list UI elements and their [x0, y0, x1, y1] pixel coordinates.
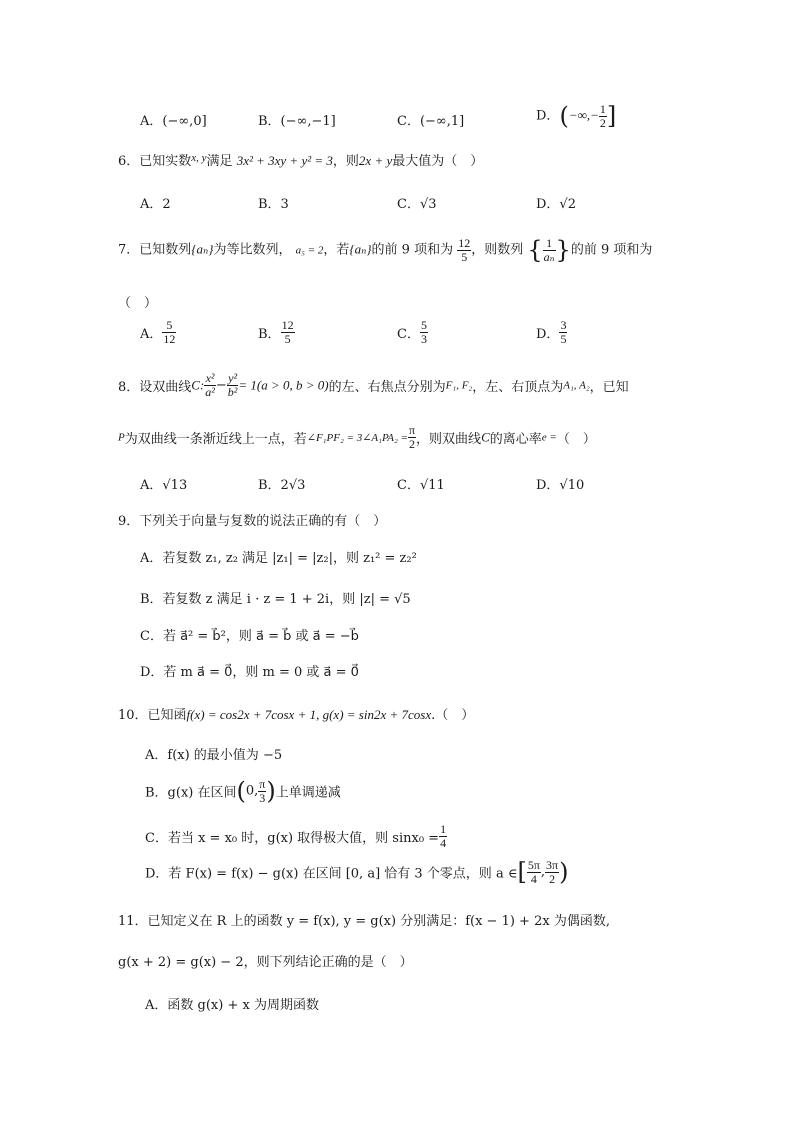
q6-option-a: A．2: [140, 197, 171, 212]
q11-stem-line2: g(x + 2) = g(x) − 2，则下列结论正确的是（ ）: [118, 955, 413, 970]
q10-option-c: C．若当 x = x₀ 时，g(x) 取得极大值，则 sinx₀ = $\frac{1}{4}$: [145, 822, 447, 850]
q11-option-a: A．函数 g(x) + x 为周期函数: [145, 998, 319, 1013]
q6-option-d: D．√2: [536, 197, 576, 212]
q8-option-c: C．√11: [397, 478, 445, 493]
q6-option-c: C．√3: [397, 197, 437, 212]
q5-options: [0, 101, 794, 134]
q9-option-d: D．若 m a⃗ = 0⃗，则 m = 0 或 a⃗ = 0⃗: [140, 665, 359, 680]
q8-option-a: A．√13: [140, 478, 188, 493]
q9-option-a: A．若复数 z₁, z₂ 满足 |z₁| = |z₂|，则 z₁² = z₂²: [140, 551, 417, 566]
q7-option-c: C． $\frac{5}{3}$: [397, 318, 427, 346]
q7-option-a: A． $\frac{5}{12}$: [140, 318, 176, 346]
q7-option-d: D． $\frac{3}{5}$: [536, 318, 567, 346]
q7-option-b: B． $\frac{12}{5}$: [258, 318, 294, 346]
q6-option-b: B．3: [258, 197, 289, 212]
q7-stem: 7．已知数列{aₙ}为等比数列， a₅ = 2，若{aₙ}的前 9 项和为 $\frac{12}{5}$ ，则数列 { $\frac{1}{\text{aₙ}}$ }的前 9 项和为: [118, 235, 653, 264]
q8-stem-line2: P为双曲线一条渐近线上一点，若∠F₁PF₂ = 3∠A₁PA₂ = $\frac{\pi}{2}$ ，则双曲线C的离心率e =（ ）: [118, 423, 596, 451]
q5-option-a: A．(−∞,0]: [140, 114, 207, 129]
q7-stem-cont: （ ）: [118, 296, 158, 311]
q9-option-b: B．若复数 z 满足 i · z = 1 + 2i，则 |z| = √5: [140, 592, 411, 607]
q5-option-d: D．(−∞,− $\frac{1}{2}$ ]: [536, 101, 617, 130]
q8-option-b: B．2√3: [258, 478, 306, 493]
q9-option-c: C．若 a⃗² = b⃗²，则 a⃗ = b⃗ 或 a⃗ = −b⃗: [140, 629, 359, 644]
q5-option-b: B．(−∞,−1]: [258, 114, 336, 129]
q5-option-c: C．(−∞,1]: [397, 114, 465, 129]
q6-stem: 6．已知实数$^{x, y}$满足 3x² + 3xy + y² = 3，则2x + y最大值为（ ）: [118, 152, 484, 169]
q10-option-d: D．若 F(x) = f(x) − g(x) 在区间 [0, a] 恰有 3 个零点，则 a ∈[ $\frac{5\pi}{4}$ , $\frac{3\pi}{2}$ ): [145, 857, 569, 886]
q10-option-a: A．f(x) 的最小值为 −5: [145, 748, 283, 763]
q8-stem-line1: 8．设双曲线C: $\frac{\text{x²}}{\text{a²}}$ − $\frac{\text{y²}}{\text{b²}}$ = 1(a > 0, b > 0)的左、右焦点分别为F₁, F₂，左、右顶点为A₁, A₂，已知: [118, 371, 629, 399]
q10-stem: 10．已知函f(x) = cos2x + 7cosx + 1, g(x) = sin2x + 7cosx.（ ）: [118, 707, 475, 723]
q8-option-d: D．√10: [536, 478, 585, 493]
q11-stem-line1: 11．已知定义在 R 上的函数 y = f(x), y = g(x) 分别满足：f(x − 1) + 2x 为偶函数,: [118, 914, 610, 929]
q9-stem: 9．下列关于向量与复数的说法正确的有（ ）: [118, 514, 387, 529]
q10-option-b: B．g(x) 在区间(0, $\frac{\pi}{3}$ )上单调递减: [145, 776, 341, 805]
